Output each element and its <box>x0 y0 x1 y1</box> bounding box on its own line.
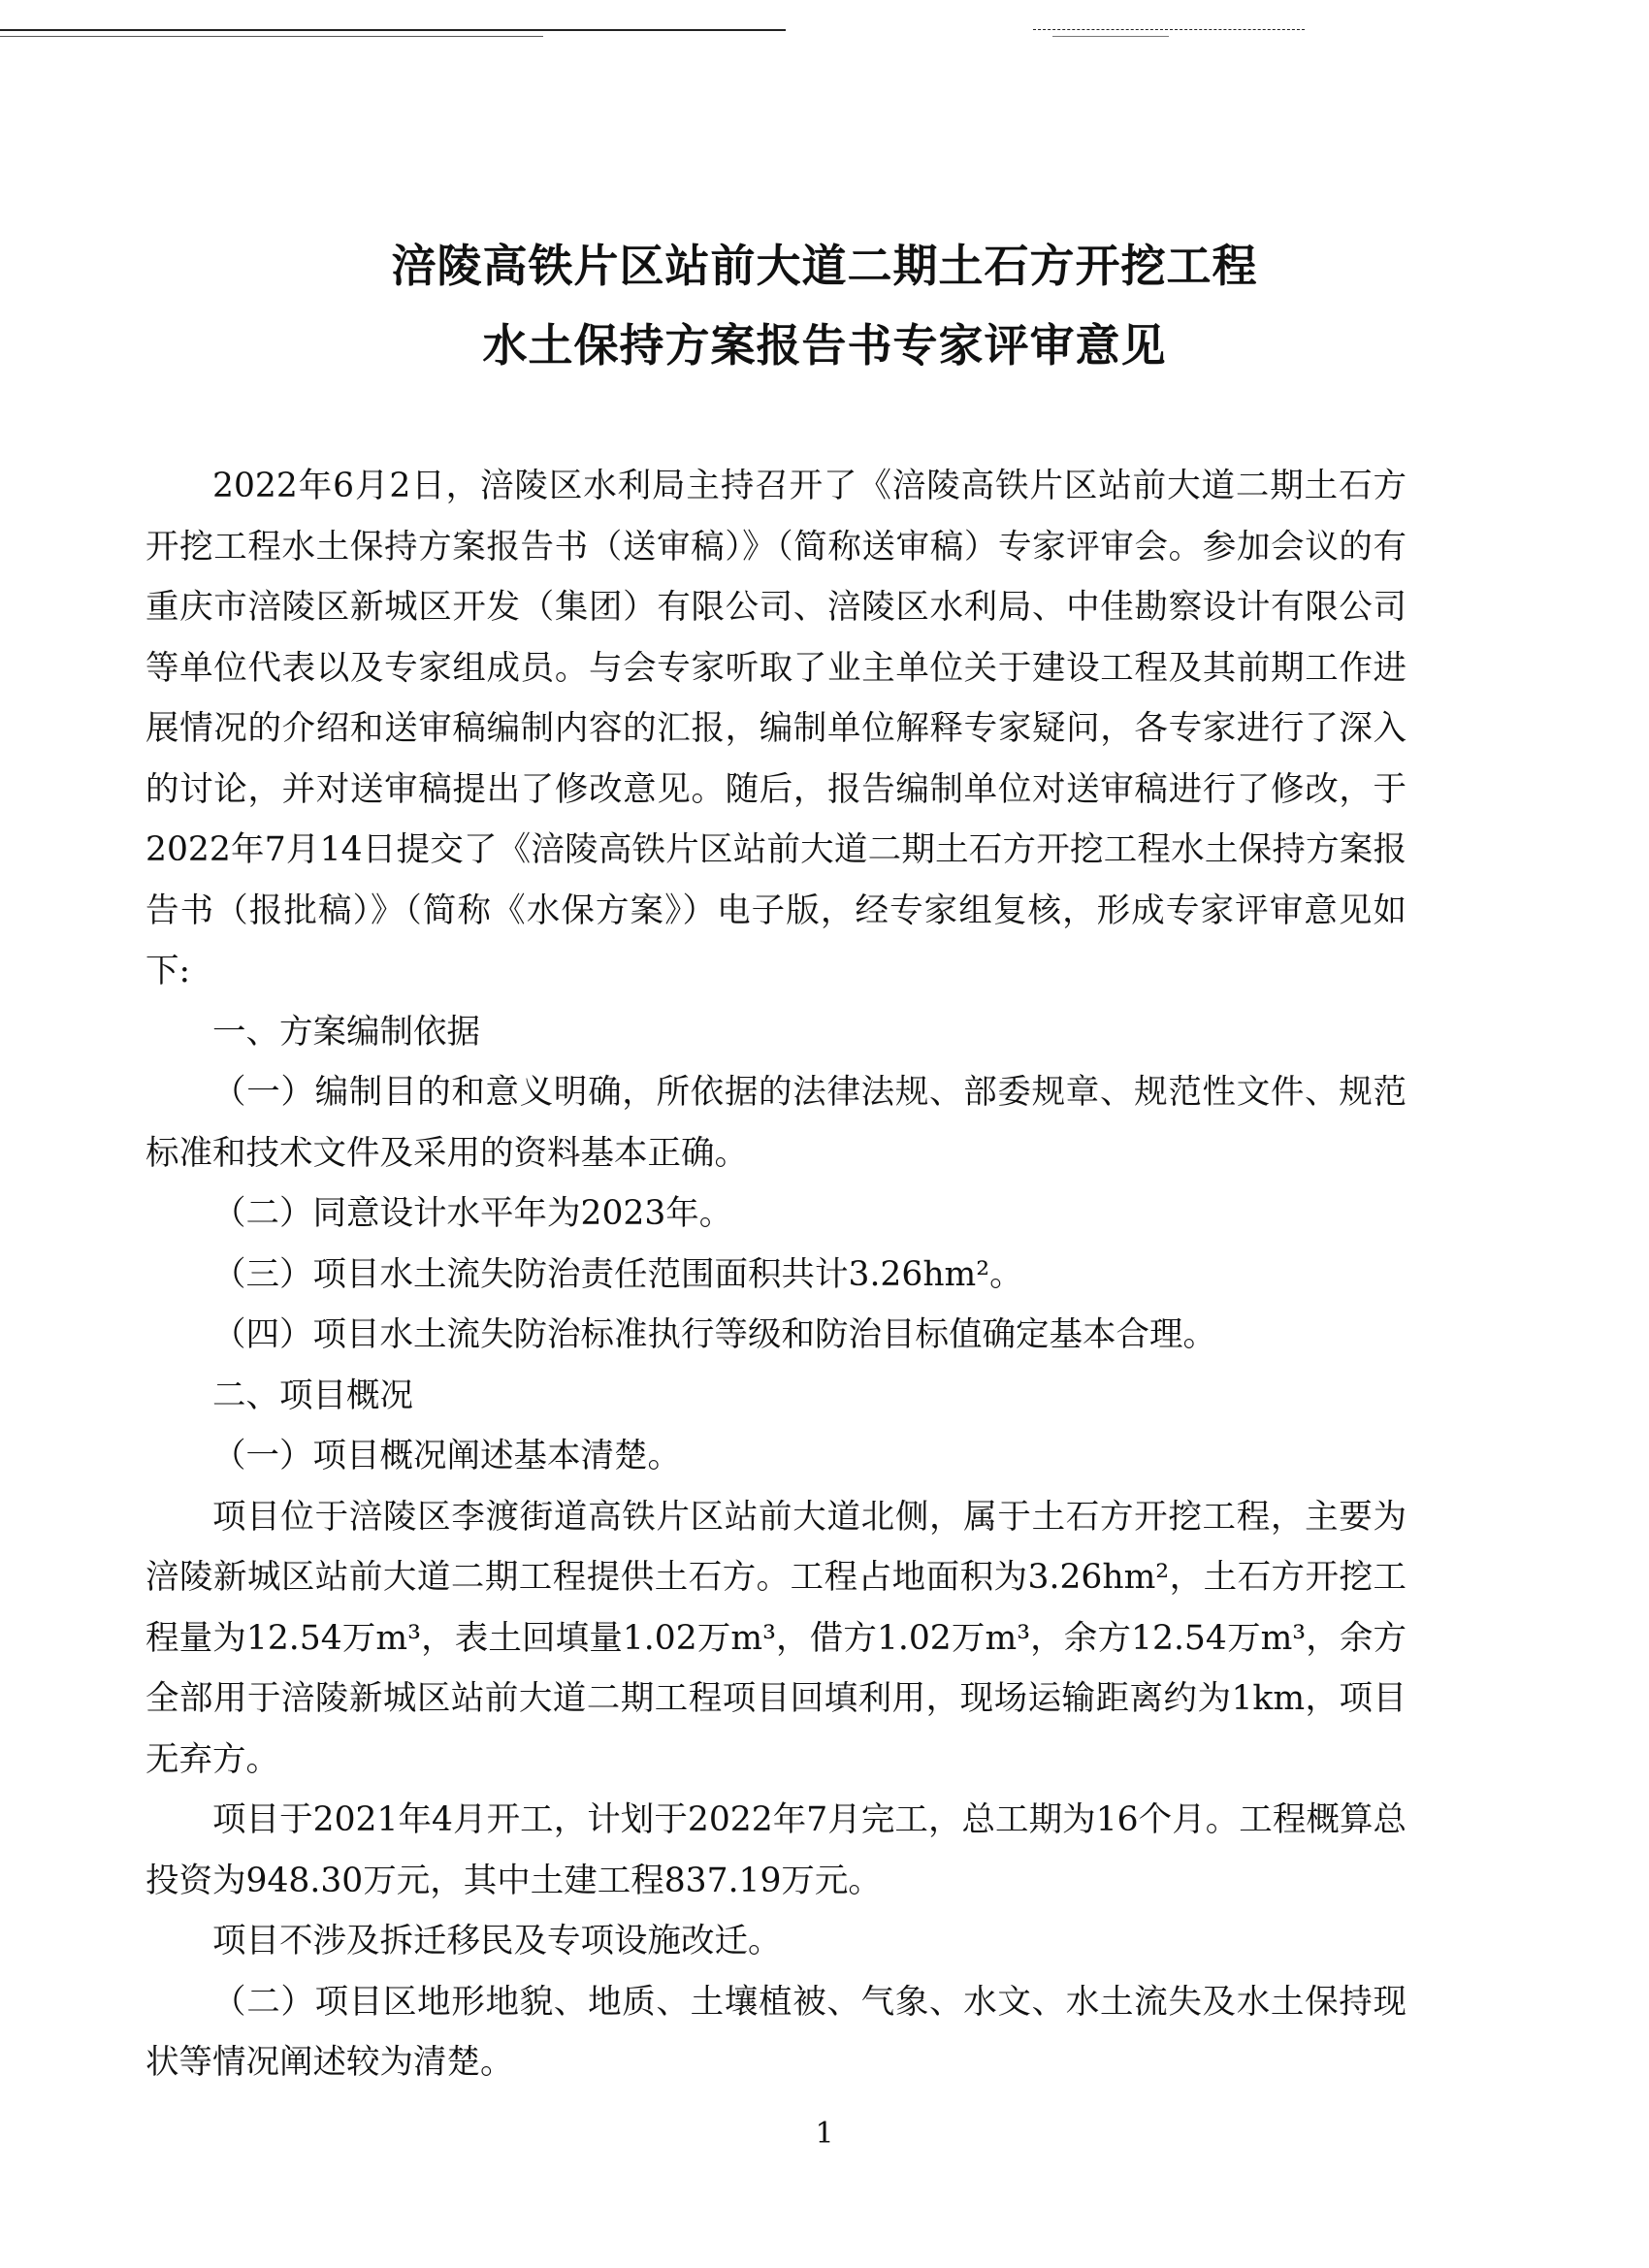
page-number: 1 <box>815 2117 834 2151</box>
paragraph: （二）同意设计水平年为2023年。 <box>212 1194 733 1233</box>
paragraph: （一）项目概况阐述基本清楚。 <box>212 1437 681 1475</box>
paragraph: （四）项目水土流失防治标准执行等级和防治目标值确定基本合理。 <box>212 1315 1216 1354</box>
scan-edge-line <box>0 29 786 31</box>
scan-edge-line <box>1033 29 1305 30</box>
paragraph: （一）编制目的和意义明确，所依据的法律法规、部委规章、规范性文件、规范标准和技术文件及采用的资料基本正确。 <box>146 1073 1406 1173</box>
document-title-line-1: 涪陵高铁片区站前大道二期土石方开挖工程 <box>391 240 1258 292</box>
paragraph: 项目于2021年4月开工，计划于2022年7月完工，总工期为16个月。工程概算总投资为948.30万元，其中土建工程837.19万元。 <box>146 1800 1406 1900</box>
document-title-line-2: 水土保持方案报告书专家评审意见 <box>482 319 1167 372</box>
scan-edge-line <box>1052 36 1169 37</box>
paragraph: （二）项目区地形地貌、地质、土壤植被、气象、水文、水土流失及水土保持现状等情况阐述较为清楚。 <box>146 1982 1406 2082</box>
intro-paragraph: 2022年6月2日，涪陵区水利局主持召开了《涪陵高铁片区站前大道二期土石方开挖工程水土保持方案报告书（送审稿）》（简称送审稿）专家评审会。参加会议的有重庆市涪陵区新城区开发（集团）有限公司、涪陵区水利局、中佳勘察设计有限公司等单位代表以及专家组成员。与会专家听取了业主单位关于建设工程及其前期工作进展情况的介绍和送审稿编制内容的汇报，编制单位解释专家疑问，各专家进行了深入的讨论，并对送审稿提出了修改意见。随后，报告编制单位对送审稿进行了修改，于2022年7月14日提交了《涪陵高铁片区站前大道二期土石方开挖工程水土保持方案报告书（报批稿）》（简称《水保方案》）电子版，经专家组复核，形成专家评审意见如下: <box>146 467 1406 990</box>
section-heading: 二、项目概况 <box>212 1376 413 1415</box>
paragraph: 项目不涉及拆迁移民及专项设施改迁。 <box>212 1922 782 1960</box>
scan-edge-line <box>0 36 543 37</box>
section-heading: 一、方案编制依据 <box>212 1012 480 1052</box>
document-body <box>146 456 1406 2093</box>
paragraph: （三）项目水土流失防治责任范围面积共计3.26hm²。 <box>212 1254 1023 1294</box>
paragraph: 项目位于涪陵区李渡街道高铁片区站前大道北侧，属于土石方开挖工程，主要为涪陵新城区站前大道二期工程提供土石方。工程占地面积为3.26hm²，土石方开挖工程量为12.54万m³，表土回填量1.02万m³，借方1.02万m³，余方12.54万m³，余方全部用于涪陵新城区站前大道二期工程项目回填利用，现场运输距离约为1km，项目无弃方。 <box>146 1497 1406 1779</box>
